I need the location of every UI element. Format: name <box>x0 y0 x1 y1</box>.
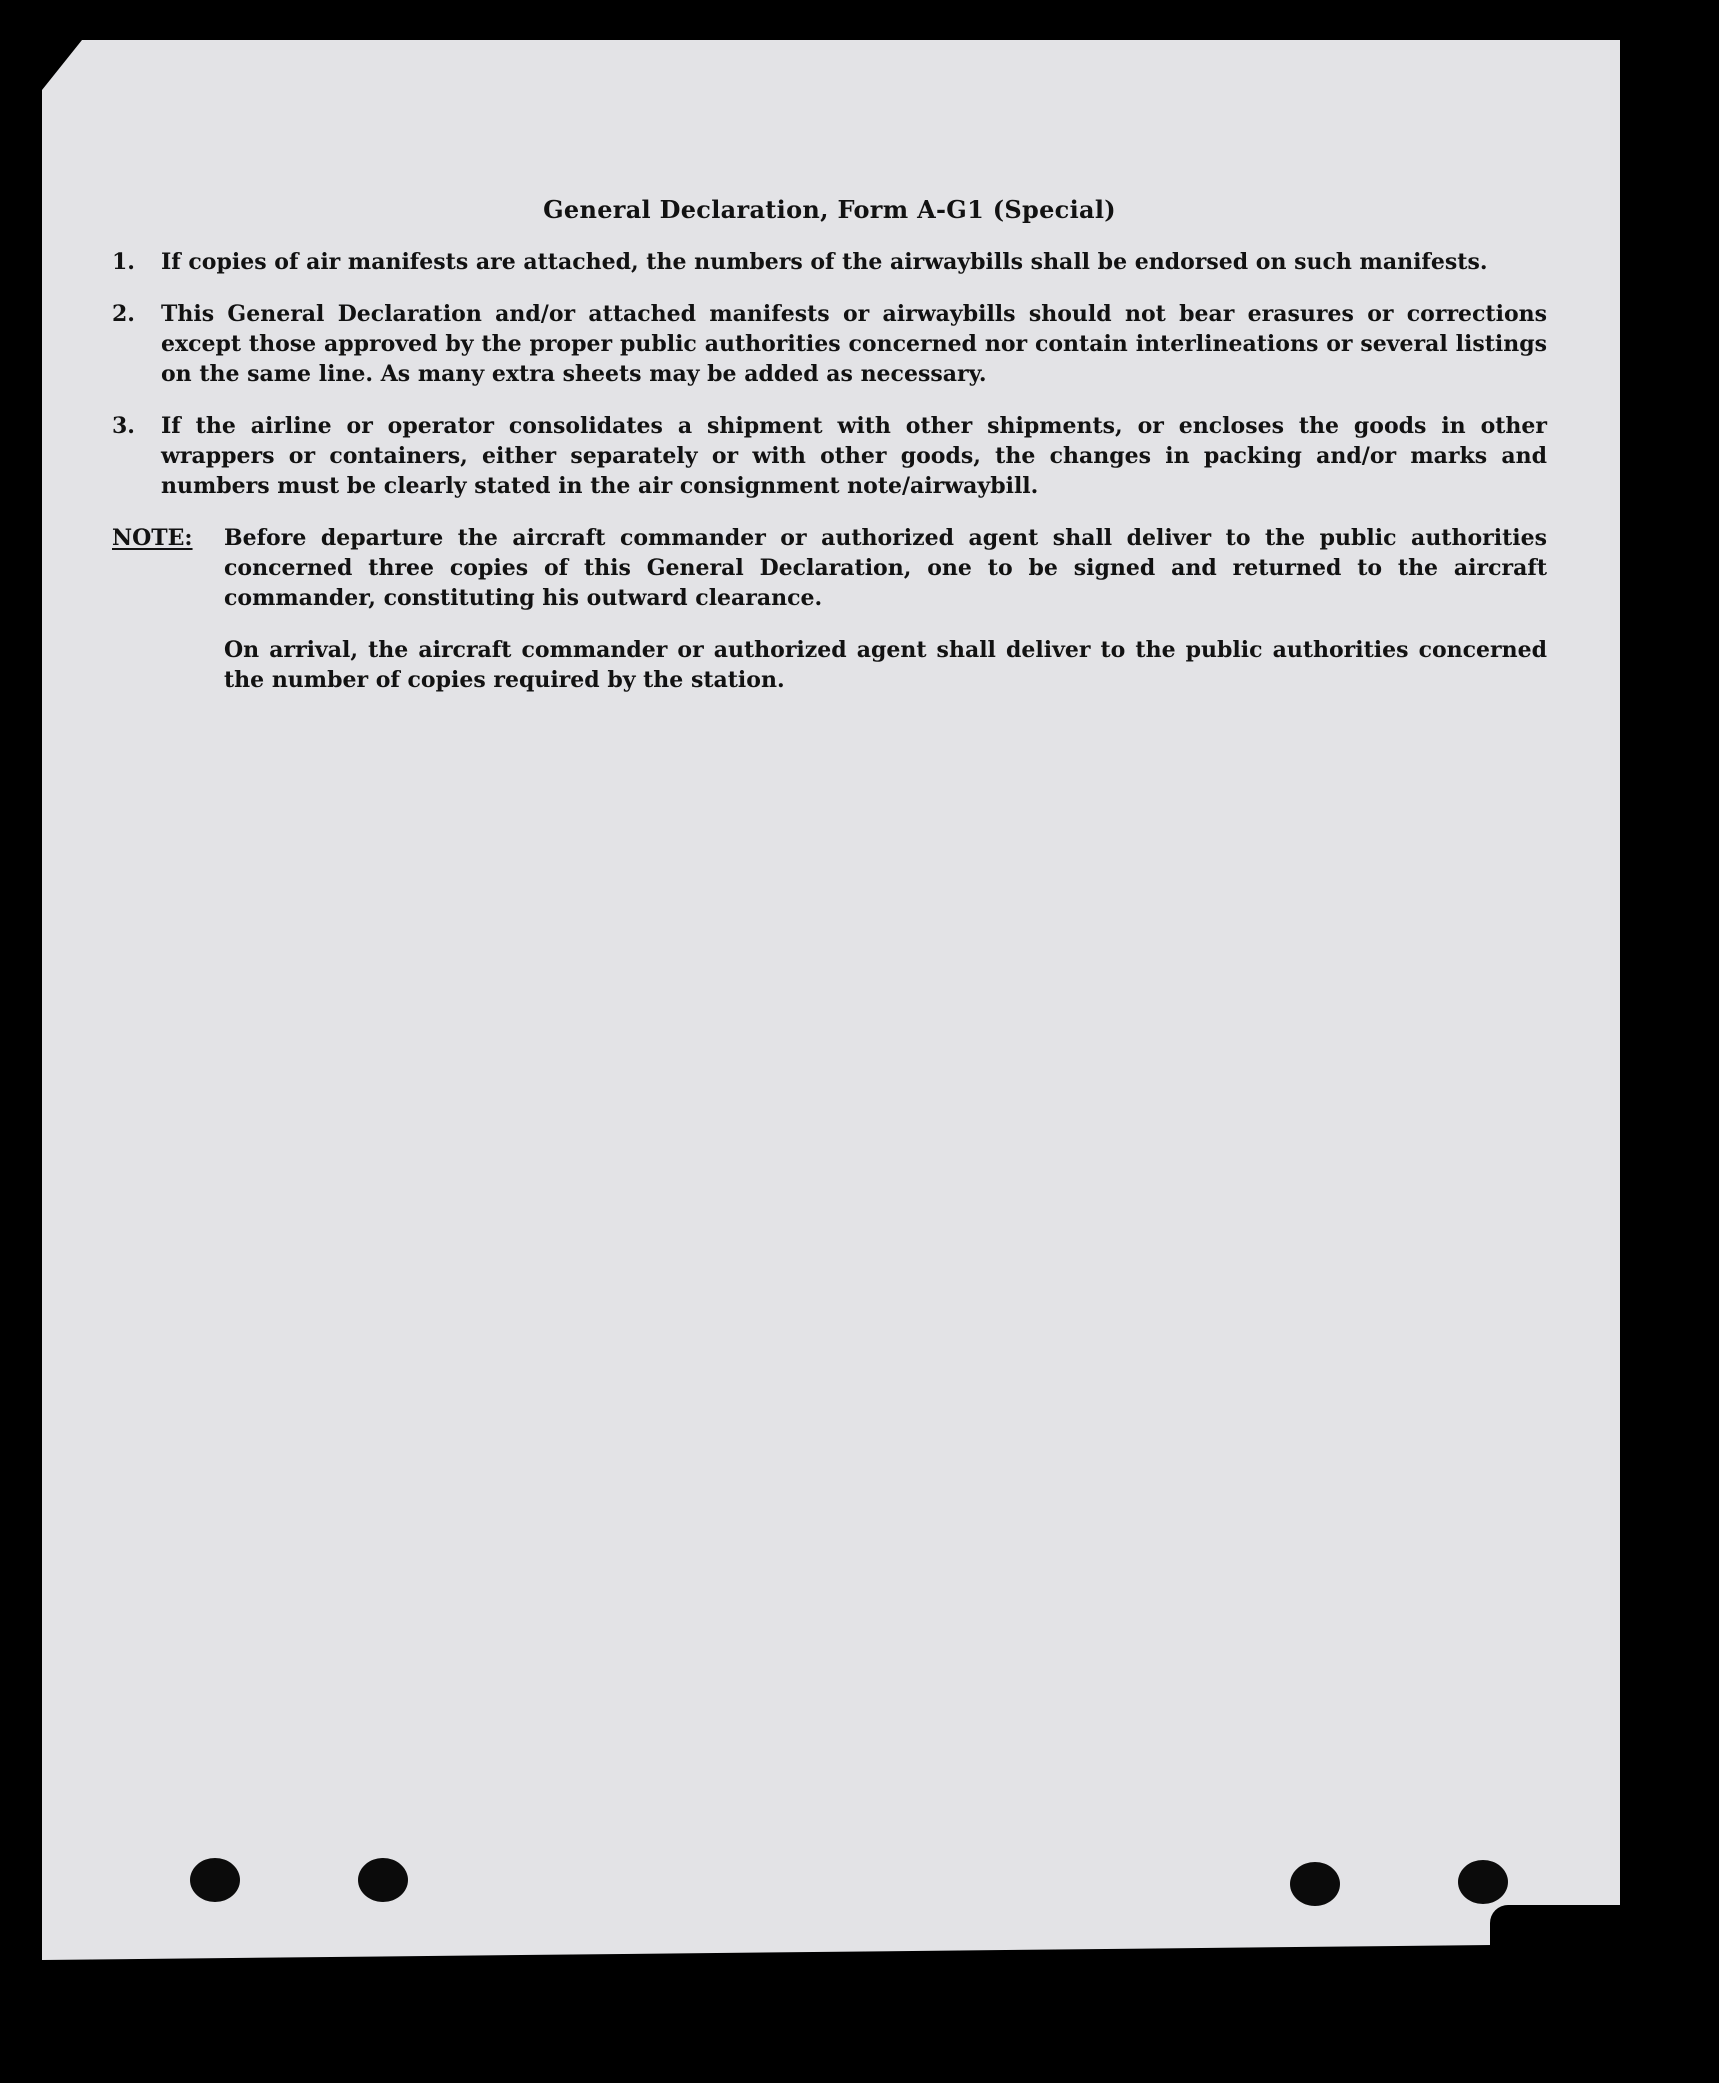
item-number: 2. <box>112 301 135 327</box>
declaration-instructions <box>112 195 1547 695</box>
item-text: If copies of air manifests are attached, the numbers of the airwaybills shall be endorsed on such manifests. <box>161 249 1488 275</box>
note-arrival-text: On arrival, the aircraft commander or authorized agent shall deliver to the public authorities concerned the number of copies required by the station. <box>224 637 1547 693</box>
punch-hole <box>1290 1862 1340 1906</box>
torn-corner <box>1490 1905 1640 1965</box>
punch-hole <box>1458 1860 1508 1904</box>
item-number: 3. <box>112 413 135 439</box>
punch-hole <box>358 1858 408 1902</box>
item-text: This General Declaration and/or attached manifests or airwaybills should not bear erasures or corrections except those approved by the proper public authorities concerned nor contain interlineations or several listings on the same line. As many extra sheets may be added as necessary. <box>161 301 1547 387</box>
instruction-item-1 <box>112 247 1547 277</box>
page-title: General Declaration, Form A-G1 (Special) <box>543 195 1116 224</box>
item-number: 1. <box>112 249 135 275</box>
punch-hole <box>190 1858 240 1902</box>
instruction-item-2 <box>112 299 1547 389</box>
instruction-item-3 <box>112 411 1547 501</box>
item-text: If the airline or operator consolidates a shipment with other shipments, or encloses the goods in other wrappers or containers, either separately or with other goods, the changes in packing and/or marks and numbers must be clearly stated in the air consignment note/airwaybill. <box>161 413 1547 499</box>
note-label: NOTE: <box>112 525 193 551</box>
note-block <box>112 523 1547 613</box>
note-text: Before departure the aircraft commander or authorized agent shall deliver to the public authorities concerned three copies of this General Declaration, one to be signed and returned to the aircraft commander, constituting his outward clearance. <box>224 525 1547 611</box>
